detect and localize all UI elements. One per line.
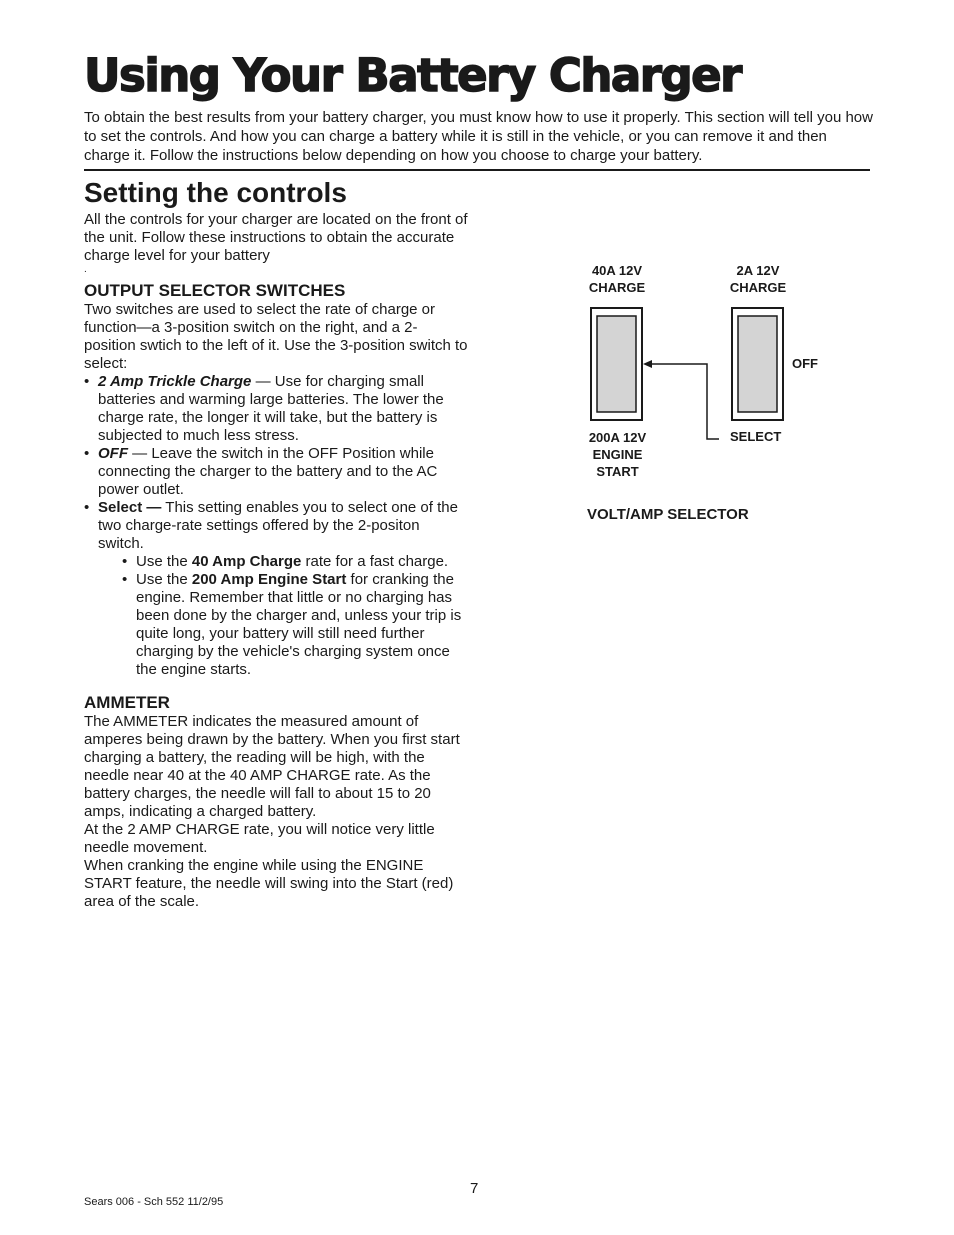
label-off: OFF bbox=[792, 356, 818, 371]
bullet-icon: • bbox=[84, 445, 90, 462]
ammeter-paragraph: The AMMETER indicates the measured amount of amperes being drawn by the battery. When you first start charging a battery, the reading will be high, with the needle near 40 at the 40 AMP CHARGE rate. As the battery charges, the needle will fall to about 15 to 20 amps, indicating a charged battery. bbox=[84, 713, 460, 820]
bullet-icon: • bbox=[122, 553, 128, 570]
label-select: SELECT bbox=[730, 429, 782, 444]
label-line: CHARGE bbox=[729, 280, 787, 295]
left-switch-rocker bbox=[597, 316, 636, 412]
list-item bbox=[84, 445, 469, 499]
page-number: 7 bbox=[470, 1180, 479, 1197]
option-text: Use for charging small batteries and warming large batteries. The lower the charge rate, the longer it will take, but the battery is subjected to much less stress. bbox=[98, 373, 444, 444]
volt-amp-selector-diagram bbox=[580, 258, 820, 538]
bullet-icon: • bbox=[84, 373, 90, 390]
option-text: Leave the switch in the OFF Position while connecting the charger to the battery and to the AC power outlet. bbox=[98, 445, 438, 498]
list-item bbox=[84, 373, 469, 445]
selector-options-list bbox=[84, 373, 469, 679]
option-dash: — bbox=[251, 373, 275, 390]
list-item bbox=[122, 553, 469, 571]
output-selector-heading: OUTPUT SELECTOR SWITCHES bbox=[84, 281, 346, 300]
label-line: 40A 12V bbox=[591, 263, 643, 278]
label-line: CHARGE bbox=[588, 280, 646, 295]
diagram-caption: VOLT/AMP SELECTOR bbox=[587, 506, 749, 523]
ammeter-heading: AMMETER bbox=[84, 693, 170, 712]
instructions-column bbox=[84, 211, 469, 911]
right-switch bbox=[732, 308, 783, 420]
label-line: START bbox=[596, 464, 639, 479]
footer-note: Sears 006 - Sch 552 11/2/95 bbox=[84, 1196, 224, 1208]
label-line: ENGINE bbox=[592, 447, 643, 462]
label-line: 2A 12V bbox=[736, 263, 780, 278]
ammeter-paragraph: At the 2 AMP CHARGE rate, you will notice very little needle movement. bbox=[84, 821, 435, 856]
sub-text-post: for cranking the engine. Remember that little or no charging has been done by the charger and, unless your trip is quite long, your battery will still need further charging by the vehicle's charging system once the engine starts. bbox=[136, 571, 462, 678]
stray-dot: . bbox=[84, 264, 87, 275]
section-divider bbox=[84, 169, 870, 171]
list-item bbox=[122, 571, 469, 679]
label-line: 200A 12V bbox=[588, 430, 647, 445]
option-term: OFF bbox=[98, 445, 128, 462]
sub-text-pre: Use the bbox=[136, 571, 192, 588]
intro-paragraph: To obtain the best results from your battery charger, you must know how to use it properly. This section will tell you how to set the controls. And how you can charge a battery while it is still in the vehicle, or you can remove it and then charge it. Follow the instructions below depending on how you choose to charge your battery. bbox=[84, 109, 873, 164]
sub-text-pre: Use the bbox=[136, 553, 192, 570]
option-term: 2 Amp Trickle Charge bbox=[98, 373, 252, 390]
option-dash: — bbox=[128, 445, 152, 462]
ammeter-paragraph: When cranking the engine while using the ENGINE START feature, the needle will swing into the Start (red) area of the scale. bbox=[84, 857, 454, 910]
label-200a-engine-start bbox=[580, 429, 655, 480]
section-title: Setting the controls bbox=[84, 177, 347, 208]
option-term: Select — bbox=[98, 499, 162, 516]
sub-term: 40 Amp Charge bbox=[191, 553, 302, 570]
select-sub-list bbox=[98, 553, 469, 679]
bullet-icon: • bbox=[122, 571, 128, 588]
output-selector-text: Two switches are used to select the rate of charge or function—a 3-position switch on the right, and a 2-position swtich to the left of it. Use the 3-position switch to select: bbox=[84, 301, 468, 372]
sub-term: 200 Amp Engine Start bbox=[191, 571, 347, 588]
right-switch-rocker bbox=[738, 316, 777, 412]
label-2a-charge bbox=[720, 262, 796, 296]
page-title: Using Your Battery Charger bbox=[84, 49, 741, 102]
selector-drawing bbox=[580, 258, 820, 538]
label-40a-charge bbox=[580, 262, 654, 296]
connector-line bbox=[648, 364, 719, 439]
option-text: This setting enables you to select one of the two charge-rate settings offered by the 2-positon switch. bbox=[98, 499, 458, 552]
bullet-icon: • bbox=[84, 499, 90, 516]
arrow-head-icon bbox=[643, 360, 652, 368]
sub-text-post: rate for a fast charge. bbox=[301, 553, 449, 570]
left-switch bbox=[591, 308, 642, 420]
controls-intro: All the controls for your charger are located on the front of the unit. Follow these instructions to obtain the accurate charge level for your battery bbox=[84, 211, 468, 264]
list-item bbox=[84, 499, 469, 679]
